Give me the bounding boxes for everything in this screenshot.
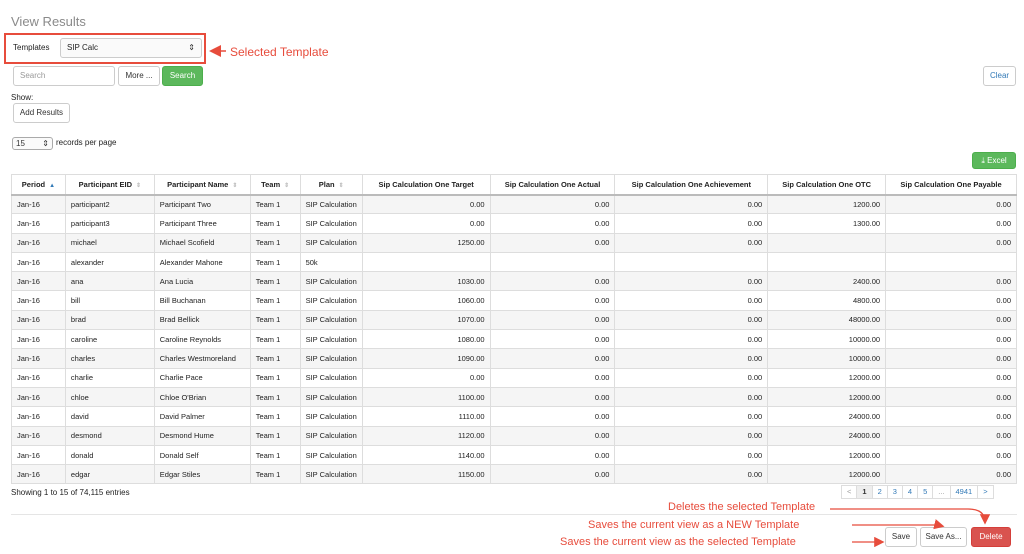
table-cell: 10000.00 [768, 349, 886, 368]
table-cell: SIP Calculation [300, 233, 362, 252]
table-cell: 0.00 [615, 195, 768, 214]
entries-info: Showing 1 to 15 of 74,115 entries [11, 488, 130, 497]
sort-icon: ⇕ [136, 182, 142, 189]
table-cell: SIP Calculation [300, 349, 362, 368]
table-cell: 4800.00 [768, 291, 886, 310]
table-cell: 1100.00 [362, 387, 490, 406]
sort-icon: ⇕ [284, 182, 290, 189]
table-cell: SIP Calculation [300, 330, 362, 349]
table-cell: Jan-16 [12, 445, 66, 464]
add-results-button[interactable]: Add Results [13, 103, 70, 123]
table-cell: michael [65, 233, 154, 252]
table-cell: 0.00 [615, 368, 768, 387]
table-cell: Team 1 [250, 330, 300, 349]
page-title: View Results [11, 14, 86, 29]
table-cell: charles [65, 349, 154, 368]
page-button[interactable]: 2 [872, 485, 888, 499]
table-cell: SIP Calculation [300, 195, 362, 214]
prev-page-button[interactable]: < [841, 485, 857, 499]
table-cell: Team 1 [250, 195, 300, 214]
table-cell: 0.00 [490, 272, 615, 291]
table-cell: 1110.00 [362, 407, 490, 426]
table-cell: Jan-16 [12, 330, 66, 349]
table-cell: david [65, 407, 154, 426]
table-cell: 0.00 [886, 349, 1017, 368]
table-cell: chloe [65, 387, 154, 406]
table-cell: 1080.00 [362, 330, 490, 349]
search-button[interactable]: Search [162, 66, 203, 86]
next-page-button[interactable]: > [977, 485, 993, 499]
table-cell: Jan-16 [12, 465, 66, 484]
table-cell: Charlie Pace [154, 368, 250, 387]
table-cell: 1090.00 [362, 349, 490, 368]
table-cell: 0.00 [490, 387, 615, 406]
table-cell: 2400.00 [768, 272, 886, 291]
table-cell: Charles Westmoreland [154, 349, 250, 368]
table-cell: 1150.00 [362, 465, 490, 484]
more-button[interactable]: More ... [118, 66, 160, 86]
table-cell: Caroline Reynolds [154, 330, 250, 349]
column-header[interactable]: Sip Calculation One OTC [768, 175, 886, 195]
column-header[interactable]: Period ▲ [12, 175, 66, 195]
table-cell: Jan-16 [12, 214, 66, 233]
table-cell: 0.00 [886, 387, 1017, 406]
table-cell: SIP Calculation [300, 214, 362, 233]
excel-label: Excel [987, 156, 1007, 165]
table-cell: Jan-16 [12, 368, 66, 387]
table-cell: Team 1 [250, 214, 300, 233]
table-cell: 0.00 [886, 407, 1017, 426]
table-cell: caroline [65, 330, 154, 349]
table-cell: 0.00 [615, 387, 768, 406]
table-cell: 0.00 [490, 407, 615, 426]
table-cell: SIP Calculation [300, 368, 362, 387]
column-header[interactable]: Participant Name ⇕ [154, 175, 250, 195]
table-cell: Team 1 [250, 407, 300, 426]
table-cell: participant2 [65, 195, 154, 214]
table-cell: Alexander Mahone [154, 252, 250, 271]
table-cell: charlie [65, 368, 154, 387]
column-header[interactable]: Sip Calculation One Achievement [615, 175, 768, 195]
table-cell: edgar [65, 465, 154, 484]
table-cell: 12000.00 [768, 387, 886, 406]
table-cell: Jan-16 [12, 387, 66, 406]
sort-icon: ⇕ [338, 182, 344, 189]
table-cell: SIP Calculation [300, 445, 362, 464]
page-button[interactable]: 3 [887, 485, 903, 499]
template-selected-value: SIP Calc [67, 43, 98, 52]
column-header[interactable]: Participant EID ⇕ [65, 175, 154, 195]
annotation-delete: Deletes the selected Template [668, 501, 816, 513]
table-cell: 0.00 [886, 330, 1017, 349]
table-cell: 0.00 [886, 233, 1017, 252]
table-cell: 1300.00 [768, 214, 886, 233]
table-cell: SIP Calculation [300, 426, 362, 445]
table-cell: 0.00 [490, 233, 615, 252]
table-cell: 0.00 [615, 291, 768, 310]
table-cell: 0.00 [886, 310, 1017, 329]
table-cell: 12000.00 [768, 445, 886, 464]
table-cell: Participant Three [154, 214, 250, 233]
table-cell: Desmond Hume [154, 426, 250, 445]
table-cell: Jan-16 [12, 310, 66, 329]
arrow-delete [830, 509, 985, 522]
table-cell: 0.00 [490, 310, 615, 329]
column-header[interactable]: Sip Calculation One Target [362, 175, 490, 195]
save-as-button[interactable]: Save As... [920, 527, 967, 547]
table-cell: 0.00 [615, 349, 768, 368]
table-cell: Jan-16 [12, 272, 66, 291]
table-cell: Ana Lucia [154, 272, 250, 291]
table-cell: SIP Calculation [300, 272, 362, 291]
table-cell: 0.00 [886, 426, 1017, 445]
table-cell: brad [65, 310, 154, 329]
table-cell: 0.00 [615, 310, 768, 329]
page-button: ... [932, 485, 950, 499]
table-cell: SIP Calculation [300, 407, 362, 426]
column-header[interactable]: Team ⇕ [250, 175, 300, 195]
table-cell: 0.00 [490, 291, 615, 310]
show-label: Show: [11, 93, 34, 102]
table-cell: Team 1 [250, 252, 300, 271]
table-cell: 0.00 [615, 445, 768, 464]
table-cell: 1060.00 [362, 291, 490, 310]
table-cell: 0.00 [615, 214, 768, 233]
page-button[interactable]: 1 [856, 485, 872, 499]
table-cell: 0.00 [886, 368, 1017, 387]
column-header[interactable]: Sip Calculation One Payable [886, 175, 1017, 195]
table-cell: Team 1 [250, 465, 300, 484]
table-cell: desmond [65, 426, 154, 445]
table-cell: 0.00 [362, 195, 490, 214]
table-cell: 0.00 [490, 368, 615, 387]
table-cell: 0.00 [362, 368, 490, 387]
table-cell: 50k [300, 252, 362, 271]
table-cell: 0.00 [362, 214, 490, 233]
table-cell: Team 1 [250, 291, 300, 310]
table-cell: Bill Buchanan [154, 291, 250, 310]
table-cell: Team 1 [250, 349, 300, 368]
page-button[interactable]: 5 [917, 485, 933, 499]
records-per-page-label: records per page [56, 138, 117, 147]
table-cell: 0.00 [490, 195, 615, 214]
table-cell: SIP Calculation [300, 310, 362, 329]
table-cell: Jan-16 [12, 252, 66, 271]
annotation-save-as: Saves the current view as a NEW Template [588, 519, 800, 531]
table-cell: 0.00 [615, 465, 768, 484]
table-cell: participant3 [65, 214, 154, 233]
table-cell: 48000.00 [768, 310, 886, 329]
column-header[interactable]: Sip Calculation One Actual [490, 175, 615, 195]
table-cell: 0.00 [615, 407, 768, 426]
table-cell: 0.00 [886, 272, 1017, 291]
table-cell: Michael Scofield [154, 233, 250, 252]
table-cell: Participant Two [154, 195, 250, 214]
table-cell: alexander [65, 252, 154, 271]
table-cell: 1120.00 [362, 426, 490, 445]
sort-asc-icon: ▲ [49, 182, 56, 189]
table-cell: Team 1 [250, 426, 300, 445]
table-cell: 0.00 [886, 214, 1017, 233]
table-cell: 0.00 [886, 465, 1017, 484]
table-cell: 0.00 [615, 233, 768, 252]
table-cell: 1200.00 [768, 195, 886, 214]
table-cell: SIP Calculation [300, 465, 362, 484]
arrow-save-as [852, 525, 942, 526]
table-cell: 0.00 [490, 349, 615, 368]
annotation-save: Saves the current view as the selected Template [560, 536, 796, 548]
table-cell: Jan-16 [12, 349, 66, 368]
table-cell: 12000.00 [768, 368, 886, 387]
sort-icon: ⇕ [232, 182, 238, 189]
table-cell: Team 1 [250, 272, 300, 291]
table-cell: Team 1 [250, 445, 300, 464]
table-cell: 0.00 [886, 445, 1017, 464]
clear-button[interactable]: Clear [983, 66, 1016, 86]
table-cell: Jan-16 [12, 233, 66, 252]
table-cell: 10000.00 [768, 330, 886, 349]
table-cell: Chloe O'Brian [154, 387, 250, 406]
records-per-page-value: 15 [16, 139, 25, 148]
table-cell: 1070.00 [362, 310, 490, 329]
table-cell: Team 1 [250, 310, 300, 329]
table-cell: donald [65, 445, 154, 464]
table-cell: 0.00 [490, 465, 615, 484]
table-cell: ana [65, 272, 154, 291]
table-cell: bill [65, 291, 154, 310]
table-cell: Jan-16 [12, 195, 66, 214]
table-cell: 1250.00 [362, 233, 490, 252]
select-arrows-icon: ⇕ [42, 139, 49, 148]
column-header[interactable]: Plan ⇕ [300, 175, 362, 195]
table-cell: Team 1 [250, 368, 300, 387]
table-cell: David Palmer [154, 407, 250, 426]
table-cell: 0.00 [615, 426, 768, 445]
table-cell: Jan-16 [12, 291, 66, 310]
table-cell: 24000.00 [768, 407, 886, 426]
table-cell: 1140.00 [362, 445, 490, 464]
table-cell: 0.00 [490, 445, 615, 464]
table-cell: 12000.00 [768, 465, 886, 484]
table-cell: 0.00 [490, 426, 615, 445]
table-cell: SIP Calculation [300, 387, 362, 406]
table-cell: 0.00 [886, 291, 1017, 310]
table-cell: 1030.00 [362, 272, 490, 291]
table-cell: 0.00 [886, 195, 1017, 214]
table-cell: Jan-16 [12, 426, 66, 445]
search-placeholder: Search [20, 71, 46, 80]
save-button[interactable]: Save [885, 527, 917, 547]
table-cell: 24000.00 [768, 426, 886, 445]
table-cell: Jan-16 [12, 407, 66, 426]
table-cell: Brad Bellick [154, 310, 250, 329]
select-arrows-icon: ⇕ [188, 43, 195, 52]
table-cell: Edgar Stiles [154, 465, 250, 484]
delete-button[interactable]: Delete [971, 527, 1011, 547]
table-cell: Team 1 [250, 233, 300, 252]
table-cell: 0.00 [490, 330, 615, 349]
page-button[interactable]: 4941 [950, 485, 979, 499]
annotation-selected-template: Selected Template [230, 45, 329, 59]
table-cell: 0.00 [615, 330, 768, 349]
page-button[interactable]: 4 [902, 485, 918, 499]
table-cell: Team 1 [250, 387, 300, 406]
table-cell: SIP Calculation [300, 291, 362, 310]
table-cell: 0.00 [615, 272, 768, 291]
templates-label: Templates [13, 43, 50, 52]
table-cell: 0.00 [490, 214, 615, 233]
table-cell: Donald Self [154, 445, 250, 464]
download-icon: ⤓ [981, 156, 985, 165]
